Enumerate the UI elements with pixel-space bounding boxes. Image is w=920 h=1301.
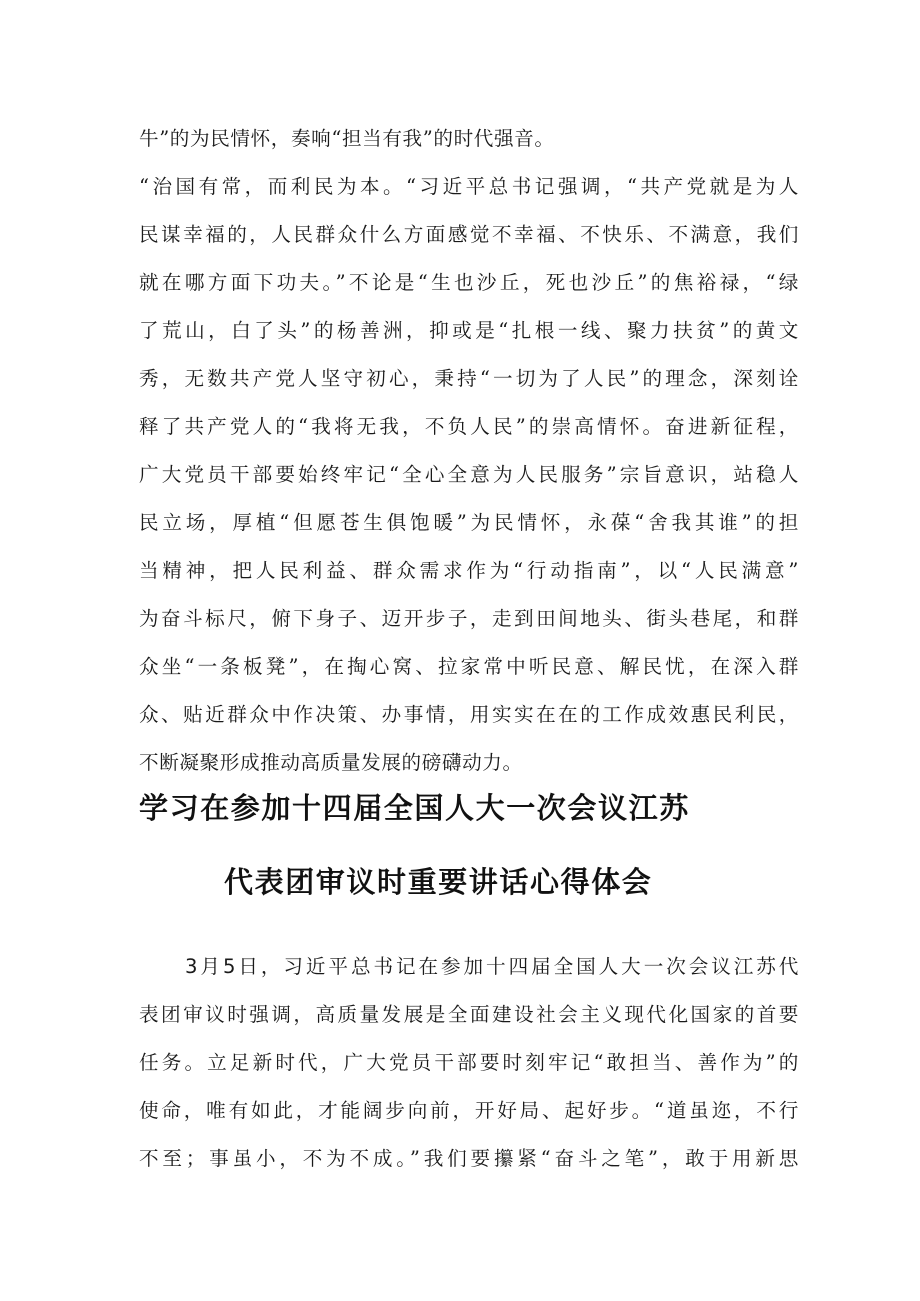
paragraph-line: 当精神，把人民利益、群众需求作为“行动指南”，以“人民满意” xyxy=(139,559,799,582)
paragraph-line: 不断凝聚形成推动高质量发展的磅礴动力。 xyxy=(139,751,523,774)
document-title-line-1: 学习在参加十四届全国人大一次会议江苏 xyxy=(139,791,690,825)
paragraph-line: 不至；事虽小，不为不成。”我们要攥紧“奋斗之笔”，敢于用新思 xyxy=(139,1147,799,1170)
paragraph-line: 牛”的为民情怀，奏响“担当有我”的时代强音。 xyxy=(139,127,555,150)
paragraph-line: 使命，唯有如此，才能阔步向前，开好局、起好步。“道虽迩，不行 xyxy=(139,1099,799,1122)
paragraph-line: 众坐“一条板凳”，在掏心窝、拉家常中听民意、解民忧，在深入群 xyxy=(139,655,799,678)
paragraph-line: 为奋斗标尺，俯下身子、迈开步子，走到田间地头、街头巷尾，和群 xyxy=(139,607,799,630)
document-title-line-2: 代表团审议时重要讲话心得体会 xyxy=(224,865,653,899)
first-line-text: 日，习近平总书记在参加十四届全国人大一次会议江苏代 xyxy=(236,955,800,978)
paragraph-first-line xyxy=(185,952,799,982)
paragraph-line: 秀，无数共产党人坚守初心，秉持“一切为了人民”的理念，深刻诠 xyxy=(139,367,799,390)
date-month-unit: 月 xyxy=(198,955,223,978)
paragraph-line: 众、贴近群众中作决策、办事情，用实实在在的工作成效惠民利民， xyxy=(139,703,799,726)
paragraph-line: 表团审议时强调，高质量发展是全面建设社会主义现代化国家的首要 xyxy=(139,1003,799,1026)
date-day-number: 5 xyxy=(222,955,237,978)
paragraph-line: 民立场，厚植“但愿苍生俱饱暖”为民情怀，永葆“舍我其谁”的担 xyxy=(139,511,799,534)
paragraph-line: “治国有常，而利民为本。“习近平总书记强调，“共产党就是为人 xyxy=(139,175,799,198)
paragraph-line: 就在哪方面下功夫。”不论是“生也沙丘，死也沙丘”的焦裕禄，“绿 xyxy=(139,271,799,294)
date-month-number: 3 xyxy=(185,955,199,978)
paragraph-line: 广大党员干部要始终牢记“全心全意为人民服务”宗旨意识，站稳人 xyxy=(139,463,799,486)
paragraph-line: 任务。立足新时代，广大党员干部要时刻牢记“敢担当、善作为”的 xyxy=(139,1051,799,1074)
paragraph-line: 释了共产党人的“我将无我，不负人民”的崇高情怀。奋进新征程， xyxy=(139,415,799,438)
paragraph-line: 了荒山，白了头”的杨善洲，抑或是“扎根一线、聚力扶贫”的黄文 xyxy=(139,319,799,342)
paragraph-line: 民谋幸福的，人民群众什么方面感觉不幸福、不快乐、不满意，我们 xyxy=(139,223,799,246)
